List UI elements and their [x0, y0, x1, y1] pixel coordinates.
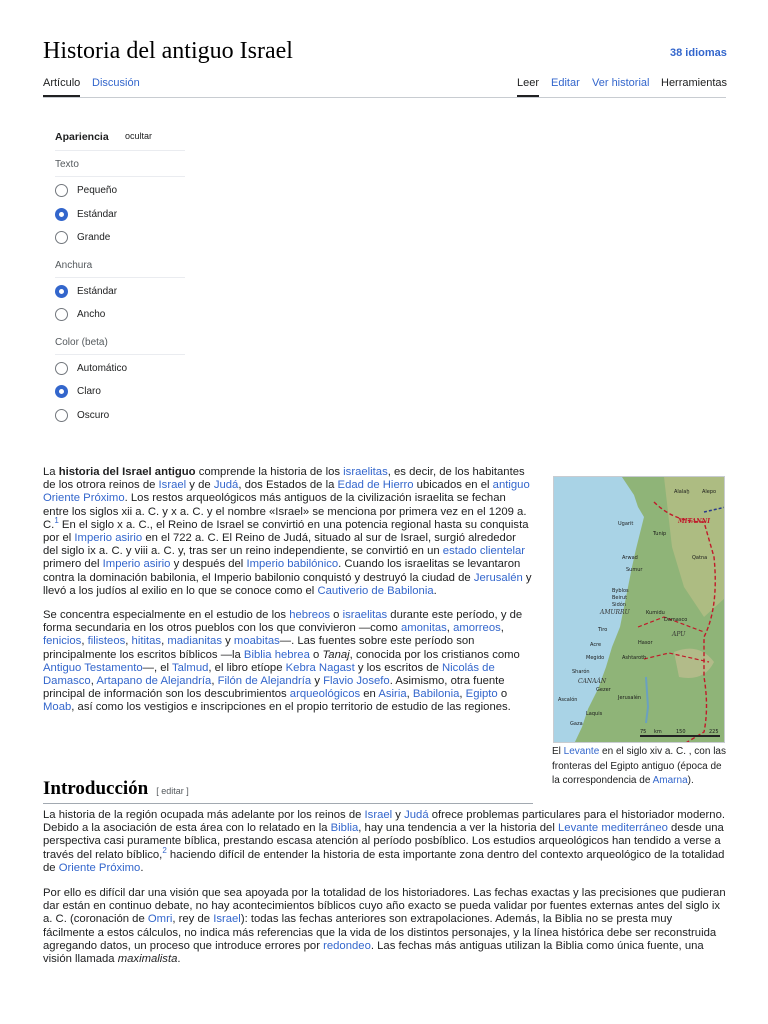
radio-circle[interactable] — [55, 362, 68, 375]
color-label: Color (beta) — [55, 336, 108, 348]
bold-term: historia del Israel antiguo — [58, 466, 196, 478]
section-body — [43, 809, 726, 978]
map-label: Ashtaroth — [622, 655, 647, 661]
map-label: Ascalón — [558, 697, 578, 703]
width-label: Anchura — [55, 259, 93, 271]
article-lead — [43, 466, 533, 726]
link-fenicios[interactable]: fenicios — [43, 635, 82, 648]
section-divider — [43, 803, 533, 804]
map-label: APU — [672, 631, 686, 638]
link-talmud[interactable]: Talmud — [171, 661, 209, 674]
appearance-panel — [55, 124, 185, 429]
map-label: Gaza — [570, 721, 583, 727]
link-israel[interactable]: Israel — [158, 479, 187, 492]
map-label: Sidón — [612, 602, 626, 608]
radio-circle-selected[interactable] — [55, 285, 68, 298]
map-label: Megido — [586, 655, 605, 661]
map-label: Damasco — [664, 617, 688, 623]
link-israel[interactable]: Israel — [213, 913, 241, 926]
radio-width-standard[interactable] — [55, 282, 185, 306]
scale-label: 225 — [709, 729, 719, 735]
radio-label: Automático — [77, 362, 128, 374]
radio-label: Grande — [77, 232, 111, 243]
map-label: Tunip — [653, 531, 667, 537]
map-label: CANAÁN — [578, 678, 607, 685]
map-label: Tiro — [598, 627, 608, 633]
link-amorreos[interactable]: amorreos — [453, 622, 501, 635]
levant-map-image[interactable] — [553, 476, 725, 743]
map-label: AMURRU — [600, 609, 630, 616]
map-label: Sumur — [626, 567, 643, 573]
link-asiria[interactable]: Asiria — [378, 688, 407, 701]
map-label: Beirut — [612, 595, 628, 601]
radio-circle[interactable] — [55, 184, 68, 197]
link-estado-clientelar[interactable]: estado clientelar — [442, 545, 526, 558]
page-title: Historia del antiguo Israel — [43, 38, 293, 64]
link-imperio-babilonico[interactable]: Imperio babilónico — [246, 558, 339, 571]
map-label: Ugarit — [618, 521, 634, 527]
radio-text-large[interactable] — [55, 228, 185, 252]
radio-circle[interactable] — [55, 231, 68, 244]
radio-color-light[interactable] — [55, 382, 185, 406]
tab-tools[interactable]: Herramientas — [661, 77, 728, 89]
link-madianitas[interactable]: madianitas — [167, 635, 222, 648]
map-label: Arwad — [622, 555, 638, 561]
tabs-divider — [43, 97, 726, 98]
radio-text-standard[interactable] — [55, 205, 185, 229]
map-label: Byblos — [612, 588, 629, 594]
scale-label: 75 — [640, 729, 647, 735]
link-cautiverio[interactable]: Cautiverio de Babilonia — [317, 584, 434, 597]
map-label: Gezer — [596, 687, 611, 693]
tab-talk[interactable]: Discusión — [92, 77, 140, 89]
radio-color-dark[interactable] — [55, 406, 185, 430]
tab-edit[interactable]: Editar — [551, 77, 580, 89]
appearance-title: Apariencia — [55, 131, 109, 143]
link-jerusalen[interactable]: Jerusalén — [473, 571, 523, 584]
languages-button[interactable]: 38 idiomas — [670, 47, 727, 59]
link-edad-hierro[interactable]: Edad de Hierro — [337, 479, 414, 492]
radio-label: Oscuro — [77, 409, 110, 421]
link-redondeo[interactable]: redondeo — [323, 939, 371, 952]
link-arqueologicos[interactable]: arqueológicos — [289, 688, 361, 701]
map-label: Alalaḫ — [674, 489, 690, 495]
link-oriente-proximo[interactable]: antiguo Oriente Próximo — [43, 479, 530, 505]
link-amonitas[interactable]: amonitas — [400, 622, 447, 635]
link-imperio-asirio[interactable]: Imperio asirio — [74, 532, 143, 545]
tab-article[interactable]: Artículo — [43, 77, 81, 89]
link-egipto[interactable]: Egipto — [465, 688, 498, 701]
link-kebra-nagast[interactable]: Kebra Nagast — [285, 661, 355, 674]
map-caption: El Levante en el siglo xiv a. C. , con las fronteras del Egipto antiguo (época de la correspondencia de Amarna). — [552, 746, 726, 786]
scale-label: 150 — [676, 729, 686, 735]
link-israelitas[interactable]: israelitas — [342, 609, 388, 622]
radio-label: Estándar — [77, 285, 118, 297]
link-babilonia[interactable]: Babilonia — [412, 688, 460, 701]
link-juda[interactable]: Judá — [404, 809, 429, 821]
link-antiguo-testamento[interactable]: Antiguo Testamento — [43, 661, 143, 674]
section-heading-row — [43, 778, 533, 800]
link-filon[interactable]: Filón de Alejandría — [217, 675, 312, 688]
link-juda[interactable]: Judá — [213, 479, 239, 492]
map-label: Kumidu — [646, 610, 665, 616]
radio-circle[interactable] — [55, 308, 68, 321]
radio-color-auto[interactable] — [55, 359, 185, 383]
map-label: MITANNI — [678, 518, 711, 525]
link-israelitas[interactable]: israelitas — [343, 466, 388, 478]
reference-1[interactable]: 1 — [54, 516, 59, 526]
radio-circle-selected[interactable] — [55, 208, 68, 221]
link-artapano[interactable]: Artapano de Alejandría — [96, 675, 212, 688]
map-label: Hasor — [638, 640, 653, 646]
reference-2[interactable]: 2 — [162, 845, 167, 855]
body-paragraph-1: La historia de la región ocupada más adelante por los reinos de Israel y Judá ofrece problemas particulares para el historiador moderno. Debido a la asociación de esta área con lo relatado en la Biblia, hay una tendencia a ver la historia del Levante mediterráneo desde una perspectiva casi puramente bíblica, prestando escasa atención al período posbíblico. Los estudios arqueológicos han tendido a verse a través del relato bíblico,$^2$ haciendo difícil de entender la historia de esta importante zona dentro del contexto arqueológico de la totalidad de Oriente Próximo. — [43, 809, 725, 874]
tab-read[interactable]: Leer — [517, 77, 540, 89]
map-label: Laquis — [586, 711, 603, 717]
map-label: Sharón — [572, 669, 590, 675]
link-biblia[interactable]: Biblia — [330, 822, 359, 835]
edit-section-link[interactable]: [ editar ] — [156, 786, 189, 796]
link-hititas[interactable]: hititas — [131, 635, 162, 648]
link-biblia-hebrea[interactable]: Biblia hebrea — [243, 648, 310, 661]
link-omri[interactable]: Omri — [147, 913, 173, 926]
page-tabs — [43, 77, 726, 97]
section-heading: Introducción — [43, 778, 149, 799]
scale-label: km — [654, 729, 662, 735]
lead-paragraph-2: Se concentra especialmente en el estudio de los hebreos o israelitas durante este período, y de forma secundaria en los otros pueblos con los que convivieron —como amonitas, amorreos, fenicios, filisteos, hititas, madianitas y moabitas—. Las fuentes sobre este período son principalmente los escritos bíblicos —la Biblia hebrea o Tanaj, conocida por los cristianos como Antiguo Testamento—, el Talmud, el libro etíope Kebra Nagast y los escritos de Nicolás de Damasco, Artapano de Alejandría, Filón de Alejandría y Flavio Josefo. Asimismo, otra fuente principal de información son los descubrimientos arqueológicos en Asiria, Babilonia, Egipto o Moab, así como los vestigios e inscripciones en el propio territorio de estudio de las regiones. — [43, 609, 523, 714]
map-label: Jerusalén — [618, 695, 642, 701]
link-filisteos[interactable]: filisteos — [87, 635, 126, 648]
link-moabitas[interactable]: moabitas — [233, 635, 280, 648]
map-label: Alepo — [702, 489, 717, 495]
map-label: Acre — [590, 642, 602, 648]
radio-width-wide[interactable] — [55, 305, 185, 329]
link-flavio-josefo[interactable]: Flavio Josefo — [323, 675, 390, 688]
link-levante[interactable]: Levante — [563, 746, 600, 757]
map-graphic — [554, 477, 725, 743]
lead-paragraph-1: La historia del Israel antiguo comprende la historia de los israelitas, es decir, de los habitantes de los otrora reinos de Israel y de Judá, dos Estados de la Edad de Hierro ubicados en el antiguo Oriente Próximo. Los restos arqueológicos más antiguos de la civilización israelita se fechan entre los siglos xii a. C. y x a. C. y el nombre «Israel» se menciona por primera vez en el 1209 a. C.$^1$ En el siglo x a. C., el Reino de Israel se convirtió en una potencia regional hasta su conquista por el Imperio asirio en el 722 a. C. El Reino de Judá, situado al sur de Israel, surgió alrededor del siglo ix a. C. y viii a. C. y, tras ser un reino independiente, se convirtió en un estado clientelar primero del Imperio asirio y después del Imperio babilónico. Cuando los israelitas se levantaron contra la dominación babilonia, el Imperio babilonio conquistó y destruyó la ciudad de Jerusalén y llevó a los judíos al exilio en lo que se conoce como el Cautiverio de Babilonia. — [43, 466, 532, 597]
radio-circle-selected[interactable] — [55, 385, 68, 398]
link-amarna[interactable]: Amarna — [652, 775, 688, 786]
link-moab[interactable]: Moab — [43, 701, 72, 714]
map-label: Qatna — [692, 555, 708, 561]
radio-circle[interactable] — [55, 409, 68, 422]
text-size-label: Texto — [55, 159, 79, 170]
body-paragraph-2: Por ello es difícil dar una visión que sea apoyada por la totalidad de los historiadores. Las fechas exactas y las precisiones que pudieran dar están en continuo debate, no hay acontecimientos bíblicos cuyo año exacto se pueda validar por fuentes externas antes del siglo ix a. C. (coronación de Omri, rey de Israel): todas las fechas anteriores son extrapolaciones. Además, la Biblia no se presta muy fácilmente a estos cálculos, no indica más referencias que la vida de los distintos personajes, y la línea histórica debe ser reconstruida agregando datos, un proceso que introduce errores por redondeo. Las fechas más antiguas utilizan la Biblia como única fuente, una visión llamada maximalista. — [43, 887, 726, 966]
link-oriente-proximo[interactable]: Oriente Próximo — [58, 861, 141, 874]
radio-label: Estándar — [77, 208, 118, 220]
link-levante-mediterraneo[interactable]: Levante mediterráneo — [558, 822, 668, 835]
appearance-hide-button[interactable]: ocultar — [125, 131, 153, 141]
radio-label: Pequeño — [77, 185, 118, 196]
link-hebreos[interactable]: hebreos — [289, 609, 331, 622]
radio-label: Ancho — [77, 309, 106, 320]
link-imperio-asirio-2[interactable]: Imperio asirio — [102, 558, 171, 571]
radio-label: Claro — [77, 386, 101, 397]
link-nicolas-damasco[interactable]: Nicolás de Damasco — [43, 661, 495, 688]
radio-text-small[interactable] — [55, 181, 185, 205]
link-israel[interactable]: Israel — [364, 809, 393, 821]
tab-history[interactable]: Ver historial — [592, 77, 650, 89]
